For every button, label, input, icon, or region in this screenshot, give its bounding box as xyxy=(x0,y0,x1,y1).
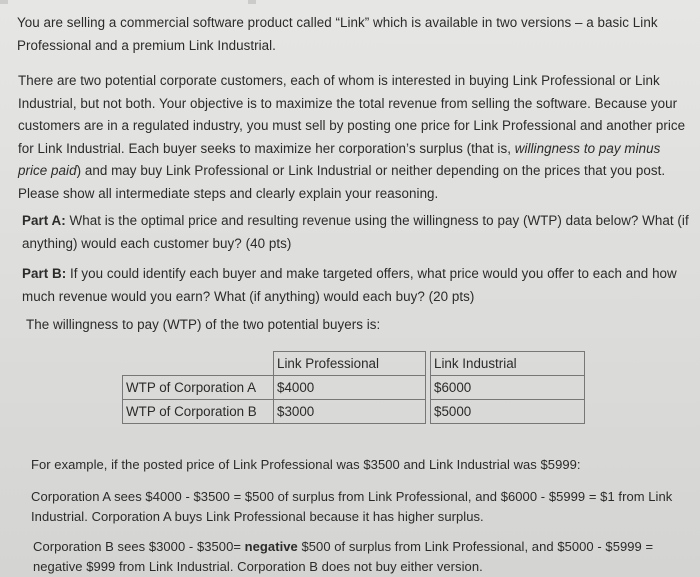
table-header-cell: Link Industrial xyxy=(431,352,585,376)
problem-text-b: ) and may buy Link Professional or Link Industrial or neither depending on the prices that you post. Please show all intermediate steps and clearly explain your reasoning. xyxy=(18,163,666,201)
corp-b-text-1: Corporation B sees $3000 - $3500= xyxy=(33,539,245,554)
part-b-paragraph xyxy=(22,263,690,308)
example-corp-b xyxy=(33,537,688,577)
table-header-cell: Link Professional xyxy=(274,352,426,376)
problem-paragraph xyxy=(18,70,688,205)
part-b-text: If you could identify each buyer and make targeted offers, what price would you offer to each and how much revenue would you earn? What (if anything) would each buy? (20 pts) xyxy=(22,266,677,304)
table-cell: WTP of Corporation B xyxy=(123,400,274,424)
table-header-cell xyxy=(123,352,274,376)
part-a-paragraph xyxy=(22,210,690,255)
part-b-label: Part B: xyxy=(22,266,67,281)
intro-line-1: You are selling a commercial software product called “Link” which is available in two versions – a basic Link xyxy=(17,15,658,30)
table-cell: $4000 xyxy=(274,376,426,400)
example-corp-a: Corporation A sees $4000 - $3500 = $500 of surplus from Link Professional, and $6000 - $5999 = $1 from Link Industrial. Corporation A buys Link Professional because it has higher surplus. xyxy=(31,489,673,524)
example-intro: For example, if the posted price of Link Professional was $3500 and Link Industrial was $5999: xyxy=(31,457,581,472)
part-a-text: What is the optimal price and resulting revenue using the willingness to pay (WTP) data below? What (if anything) would each customer buy? (40 pts) xyxy=(22,213,689,251)
table-header-row xyxy=(123,352,585,376)
wtp-table xyxy=(122,351,585,424)
part-a-label: Part A: xyxy=(22,213,66,228)
table-cell: $3000 xyxy=(274,400,426,424)
table-cell: $5000 xyxy=(431,400,585,424)
table-row xyxy=(123,400,585,424)
intro-paragraph xyxy=(17,12,687,57)
table-cell: WTP of Corporation A xyxy=(123,376,274,400)
table-cell: $6000 xyxy=(431,376,585,400)
problem-italic: willingness to pay minus price paid xyxy=(18,140,661,178)
table-row xyxy=(123,376,585,400)
corp-b-text-2: $500 of surplus from Link Professional, and $5000 - $5999 = negative $999 from Link Industrial. Corporation B does not buy either version. xyxy=(33,539,654,574)
corp-b-bold: negative xyxy=(244,539,298,554)
wtp-intro: The willingness to pay (WTP) of the two potential buyers is: xyxy=(26,317,381,332)
intro-line-2: Professional and a premium Link Industrial. xyxy=(17,37,276,53)
page-top-edge xyxy=(0,0,700,4)
problem-text-a: There are two potential corporate customers, each of whom is interested in buying Link Professional or Link Industrial, but not both. Your objective is to maximize the total revenue from selling the software. Because your customers are in a regulated industry, you must sell by posting one price for Link Professional and another price for Link Industrial. Each buyer seeks to maximize her corporation’s surplus (that is, xyxy=(18,73,686,156)
